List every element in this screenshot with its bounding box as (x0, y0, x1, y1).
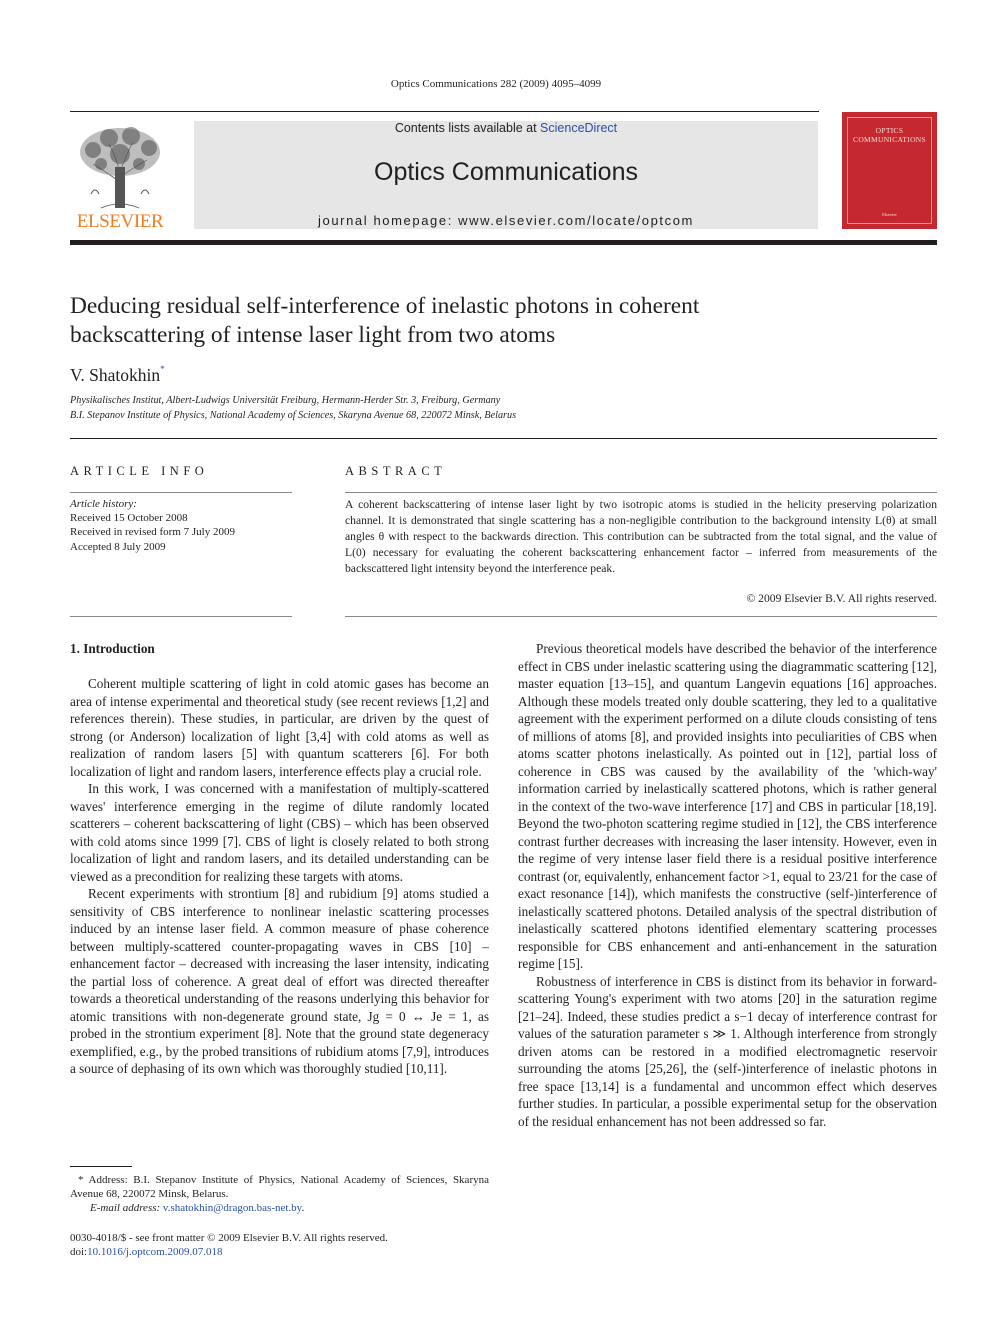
article-info-rule-bottom (70, 616, 292, 617)
abstract-rule-bottom (345, 616, 937, 617)
paragraph: In this work, I was concerned with a manifestation of multiply-scattered waves' interference emerging in the regime of dilute randomly located scatterers – coherent backscattering of light (CBS) – which has been observed with cold atoms since 1999 [7]. CBS of light is closely related to both strong localization of light and random lasers, and its detailed understanding can be viewed as a precondition for realizing these targets with atoms. (70, 781, 489, 884)
revised-date: Received in revised form 7 July 2009 (70, 526, 235, 539)
footnote-rule (70, 1166, 132, 1167)
email-label: E-mail address: (90, 1202, 163, 1214)
doi-link[interactable]: 10.1016/j.optcom.2009.07.018 (87, 1246, 223, 1258)
title-line-1: Deducing residual self-interference of inelastic photons in coherent (70, 293, 700, 319)
title-rule (70, 438, 937, 439)
author (70, 364, 165, 386)
title-line-2: backscattering of intense laser light from two atoms (70, 322, 556, 348)
received-date: Received 15 October 2008 (70, 512, 188, 525)
doi-label: doi: (70, 1246, 88, 1258)
contents-line (194, 121, 818, 135)
footnote (70, 1173, 489, 1215)
abstract-heading: ABSTRACT (345, 464, 447, 478)
paragraph: Robustness of interference in CBS is distinct from its behavior in forward-scattering Young's experiment with two atoms [20] in the saturation regime [21–24]. Indeed, these studies predict a s−1 decay of interference contrast for values of the saturation parameter s ≫ 1. Although interference from strongly driven atoms can be restored in a modified electromagnetic reservoir surrounding the atoms [25,26], the (self-)interference of inelastic photons in free space [13,14] is a fundamental and uncommon effect which deserves further studies. In particular, a possible experimental setup for the observation of the residual enhancement has not been addressed so far. (518, 973, 937, 1129)
article-info-heading: ARTICLE INFO (70, 464, 209, 478)
journal-homepage[interactable]: journal homepage: www.elsevier.com/locate/optcom (318, 213, 694, 228)
journal-title: Optics Communications (374, 158, 638, 186)
right-column (518, 640, 937, 1130)
cover-border (847, 117, 932, 224)
history-label: Article history: (70, 498, 137, 510)
cover-title-line2: COMMUNICATIONS (853, 135, 926, 144)
accepted-date: Accepted 8 July 2009 (70, 540, 166, 553)
abstract-copyright: © 2009 Elsevier B.V. All rights reserved. (746, 592, 937, 605)
author-footnote-mark[interactable]: * (160, 364, 165, 374)
front-matter (70, 1231, 489, 1259)
left-column (70, 640, 489, 1078)
article-info-rule (70, 492, 292, 493)
affiliation-2: B.I. Stepanov Institute of Physics, National Academy of Sciences, Skaryna Avenue 68, 220072 Minsk, Belarus (70, 410, 517, 421)
running-head: Optics Communications 282 (2009) 4095–4099 (390, 78, 602, 90)
cover-publisher: Elsevier (882, 212, 897, 217)
abstract-rule (345, 492, 937, 493)
header-rule-top (70, 111, 819, 112)
doi-line (70, 1245, 489, 1259)
article-title (70, 292, 870, 350)
header-rule-thick (70, 240, 937, 245)
issn-line: 0030-4018/$ - see front matter © 2009 Elsevier B.V. All rights reserved. (70, 1232, 388, 1244)
abstract-text: A coherent backscattering of intense laser light by two isotropic atoms is studied in the helicity preserving polarization channel. It is demonstrated that single scattering has a non-negligible contribution to the background intensity L(θ) at small angles θ with respect to the backwards direction. This contribution can be subtracted from the total signal, and the value of L(0) necessary for evaluating the coherent backscattering enhancement factor – inferred from measurements of the backscattered light intensity beyond the interference peak. (345, 498, 937, 575)
affiliation-1: Physikalisches Institut, Albert-Ludwigs Universität Freiburg, Hermann-Herder Str. 3, Freiburg, Germany (70, 395, 501, 406)
paragraph: Recent experiments with strontium [8] and rubidium [9] atoms studied a sensitivity of CBS interference to nonlinear inelastic scattering processes induced by an intense laser field. A common measure of phase coherence between multiply-scattered counter-propagating waves in CBS [10] – enhancement factor – decreased with increasing the laser intensity, indicating the partial loss of coherence. A great deal of effort was directed thereafter towards a theoretical understanding of the reasons underlying this behavior for atomic transitions with non-degenerate ground state, Jg = 0 ↔ Je = 1, as probed in the strontium experiment [8]. Note that the ground state degeneracy exemplified, e.g., by the probed transitions of rubidium atoms [7,9], introduces a source of dephasing of its own which was thoroughly studied [10,11]. (70, 886, 489, 1076)
paragraph: Coherent multiple scattering of light in cold atomic gases has become an area of intense experimental and theoretical study (see recent reviews [1,2] and references therein). These studies, in particular, are driven by the quest of strong (or Anderson) localization of light [3,4] with cold atoms as well as realization of random lasers [5] with quantum scatterers [6]. For both localization of light and random lasers, interference effects play a crucial role. (70, 676, 489, 779)
section-heading-introduction: 1. Introduction (70, 641, 155, 656)
elsevier-wordmark: ELSEVIER (76, 211, 164, 232)
footnote-email-line (70, 1201, 489, 1215)
contents-prefix: Contents lists available at (394, 121, 541, 135)
footnote-address: * Address: B.I. Stepanov Institute of Physics, National Academy of Sciences, Skaryna Avenue 68, 220072 Minsk, Belarus. (70, 1174, 489, 1200)
sciencedirect-link[interactable]: ScienceDirect (540, 121, 618, 135)
email-link[interactable]: v.shatokhin@dragon.bas-net.by (162, 1202, 302, 1214)
elsevier-tree-logo (71, 122, 169, 210)
author-name: V. Shatokhin (70, 365, 161, 385)
cover-title (848, 126, 931, 144)
paragraph: Previous theoretical models have described the behavior of the interference effect in CBS under inelastic scattering using the diagrammatic scattering [12], master equation [13–15], and quantum Langevin equations [16] approaches. Although these models treated only double scattering, they led to a qualitative agreement with the experiment performed on a dilute clouds consisting of tens of millions of atoms [8], and provided insights into peculiarities of CBS when atoms scatter photons inelastically. As pointed out in [12], partial loss of coherence in CBS was caused by the availability of the 'which-way' information carried by inelastically scattered photons, which is rather general in the context of the two-wave interference [17] and CBS in particular [18,19]. Beyond the two-photon scattering regime studied in [12], the CBS interference contrast further decreases with increasing the laser intensity. However, even in the regime of very intense laser field there is a residual positive interference contrast (or, equivalently, enhancement factor >1, equal to 23/21 for the case of exact resonance [14]), which manifests the constructive (self-)interference of inelastically scattered photons. Detailed analysis of the spectral distribution of inelastically scattered photons identified elementary scattering processes responsible for CBS enhancement and anti-enhancement in the saturation regime [15]. (518, 641, 937, 971)
email-end: . (301, 1202, 305, 1214)
journal-cover-thumbnail (842, 112, 937, 229)
cover-title-line1: OPTICS (875, 126, 904, 135)
article-history (70, 497, 235, 554)
